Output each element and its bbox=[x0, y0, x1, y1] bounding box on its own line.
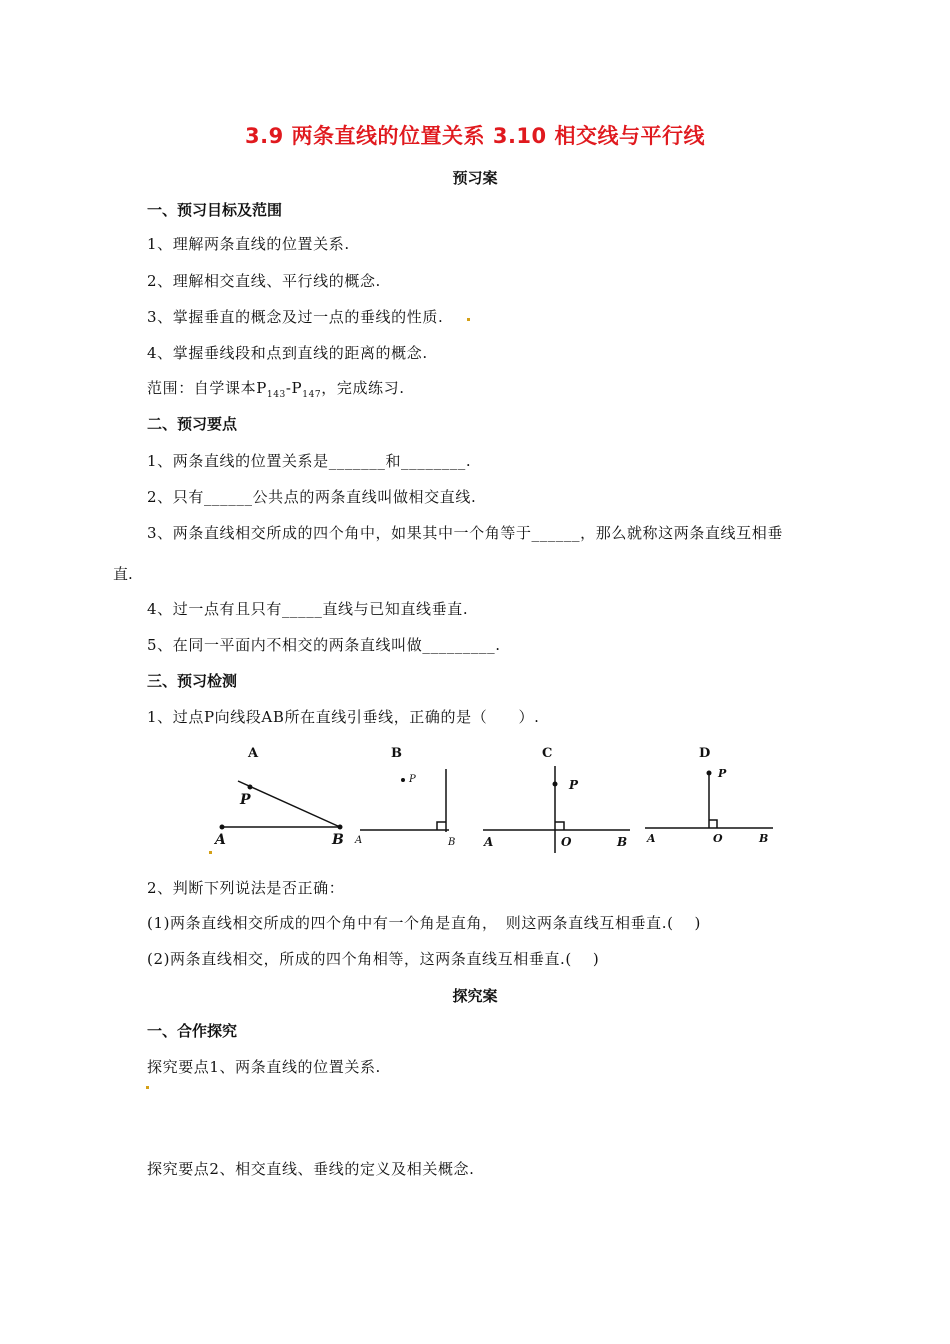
keypoint-item-5: 5、在同一平面内不相交的两条直线叫做_________. bbox=[147, 636, 501, 654]
option-a-point-p: P bbox=[240, 792, 251, 808]
explore-point-1: 探究要点1、两条直线的位置关系. bbox=[147, 1058, 381, 1076]
option-c-point-o: O bbox=[561, 835, 572, 849]
keypoint-item-4: 4、过一点有且只有_____直线与已知直线垂直. bbox=[147, 600, 469, 618]
point-a-dot bbox=[220, 825, 225, 830]
explore-point-2: 探究要点2、相交直线、垂线的定义及相关概念. bbox=[147, 1160, 475, 1178]
option-d-point-o: O bbox=[713, 832, 723, 845]
option-d-p-dot bbox=[707, 771, 712, 776]
keypoint-item-3: 3、两条直线相交所成的四个角中，如果其中一个角等于______，那么就称这两条直线互相垂 bbox=[147, 524, 783, 542]
stray-mark bbox=[146, 1086, 149, 1089]
goal-item-4: 4、掌握垂线段和点到直线的距离的概念. bbox=[147, 344, 428, 362]
keypoint-item-1: 1、两条直线的位置关系是_______和________. bbox=[147, 452, 472, 470]
option-c-p-dot bbox=[553, 782, 558, 787]
option-a-point-b: B bbox=[332, 832, 344, 848]
check-question-1: 1、过点P向线段AB所在直线引垂线，正确的是（ ）. bbox=[147, 708, 540, 726]
option-d-diagram bbox=[645, 773, 773, 828]
option-c-point-p: P bbox=[569, 778, 579, 792]
section-keypoints-heading: 二、预习要点 bbox=[147, 415, 238, 433]
scope-suffix: ，完成练习. bbox=[321, 379, 405, 397]
keypoint-item-2: 2、只有______公共点的两条直线叫做相交直线. bbox=[147, 488, 477, 506]
point-p-dot bbox=[248, 785, 253, 790]
goal-item-3: 3、掌握垂直的概念及过一点的垂线的性质. bbox=[147, 308, 444, 326]
point-b-dot bbox=[338, 825, 343, 830]
perpendicular-options-figure bbox=[205, 738, 785, 860]
option-c-point-b: B bbox=[617, 835, 628, 849]
scope-prefix: 范围：自学课本 bbox=[147, 379, 257, 397]
option-d-point-b: B bbox=[759, 832, 769, 845]
scope-to: 147 bbox=[302, 390, 322, 400]
option-d-point-p: P bbox=[718, 767, 727, 780]
check-question-2-item-2: (2)两条直线相交，所成的四个角相等，这两条直线互相垂直.( ) bbox=[147, 950, 600, 968]
check-question-2: 2、判断下列说法是否正确： bbox=[147, 879, 345, 897]
option-d-point-a: A bbox=[647, 832, 656, 845]
section-cooperate-heading: 一、合作探究 bbox=[147, 1022, 238, 1040]
option-c-point-a: A bbox=[484, 835, 494, 849]
option-d-label: D bbox=[699, 746, 711, 761]
option-c-label: C bbox=[542, 746, 553, 761]
scope-from: 143 bbox=[266, 390, 286, 400]
option-b-point-a: A bbox=[355, 835, 363, 846]
explore-heading: 探究案 bbox=[452, 987, 498, 1005]
check-question-2-item-1: (1)两条直线相交所成的四个角中有一个角是直角， 则这两条直线互相垂直.( ) bbox=[147, 914, 701, 932]
stray-mark bbox=[209, 851, 212, 854]
scope-text bbox=[147, 377, 405, 400]
option-b-diagram bbox=[360, 769, 449, 832]
scope-dash: -P bbox=[285, 379, 303, 397]
stray-mark bbox=[467, 318, 470, 321]
section-goals-heading: 一、预习目标及范围 bbox=[147, 201, 283, 219]
goal-item-2: 2、理解相交直线、平行线的概念. bbox=[147, 272, 381, 290]
option-a-point-a: A bbox=[215, 832, 226, 848]
keypoint-item-3-cont: 直. bbox=[113, 565, 133, 583]
option-b-p-dot bbox=[401, 778, 405, 782]
option-b-point-b: B bbox=[448, 837, 456, 848]
scope-p: P bbox=[256, 379, 267, 397]
option-c-diagram bbox=[483, 766, 630, 853]
option-b-label: B bbox=[391, 746, 402, 761]
preview-heading: 预习案 bbox=[452, 169, 498, 187]
option-a-label: A bbox=[248, 746, 259, 761]
goal-item-1: 1、理解两条直线的位置关系. bbox=[147, 235, 350, 253]
option-b-point-p: P bbox=[409, 774, 416, 785]
document-title: 3.9 两条直线的位置关系 3.10 相交线与平行线 bbox=[245, 124, 705, 148]
section-check-heading: 三、预习检测 bbox=[147, 672, 238, 690]
